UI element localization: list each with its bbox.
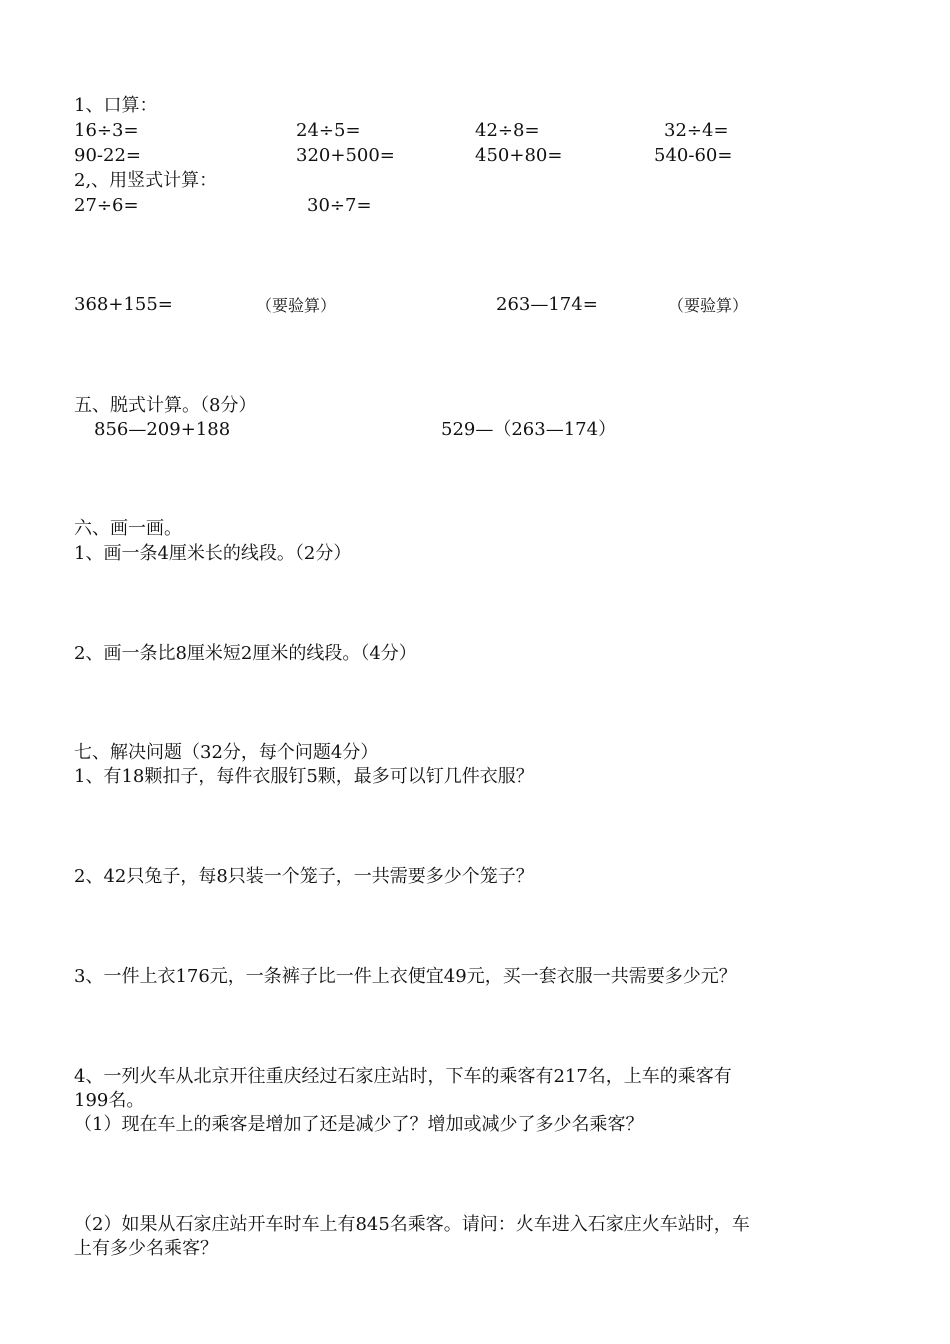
oral-calc-item: 320+500= (296, 145, 395, 166)
word-subproblem-continued: 上有多少名乘客？ (74, 1238, 218, 1259)
section-2-title: 2,、用竖式计算： (74, 170, 218, 191)
section-6-title: 六、画一画。 (74, 518, 182, 539)
word-subproblem: （2）如果从石家庄站开车时车上有845名乘客。请问：火车进入石家庄火车站时，车 (74, 1214, 750, 1235)
vertical-calc-item: 368+155= (74, 294, 173, 315)
verify-note: （要验算） (668, 296, 749, 315)
oral-calc-item: 16÷3= (74, 120, 139, 141)
draw-question: 2、画一条比8厘米短2厘米的线段。（4分） (74, 643, 417, 664)
vertical-calc-item: 27÷6= (74, 195, 139, 216)
oral-calc-item: 24÷5= (296, 120, 361, 141)
oral-calc-item: 90-22= (74, 145, 141, 166)
word-problem: 1、有18颗扣子，每件衣服钉5颗，最多可以钉几件衣服？ (74, 766, 534, 787)
vertical-calc-item: 263—174= (496, 294, 598, 315)
word-problem: 4、一列火车从北京开往重庆经过石家庄站时，下车的乘客有217名，上车的乘客有 (74, 1066, 732, 1087)
oral-calc-item: 540-60= (654, 145, 733, 166)
word-problem-continued: 199名。 (74, 1090, 145, 1111)
oral-calc-item: 32÷4= (664, 120, 729, 141)
oral-calc-item: 450+80= (475, 145, 563, 166)
vertical-calc-item: 30÷7= (307, 195, 372, 216)
section-1-title: 1、口算： (74, 95, 158, 116)
section-7-title: 七、解决问题（32分，每个问题4分） (74, 742, 379, 763)
word-problem: 3、一件上衣176元，一条裤子比一件上衣便宜49元，买一套衣服一共需要多少元？ (74, 966, 737, 987)
oral-calc-item: 42÷8= (475, 120, 540, 141)
word-problem: 2、42只兔子，每8只装一个笼子，一共需要多少个笼子？ (74, 866, 534, 887)
stepwise-expression: 856—209+188 (94, 419, 231, 440)
verify-note: （要验算） (256, 296, 337, 315)
draw-question: 1、画一条4厘米长的线段。（2分） (74, 543, 352, 564)
section-5-title: 五、脱式计算。（8分） (74, 395, 257, 416)
word-subproblem: （1）现在车上的乘客是增加了还是减少了？增加或减少了多少名乘客？ (74, 1114, 644, 1135)
stepwise-expression: 529—（263—174） (441, 419, 617, 440)
